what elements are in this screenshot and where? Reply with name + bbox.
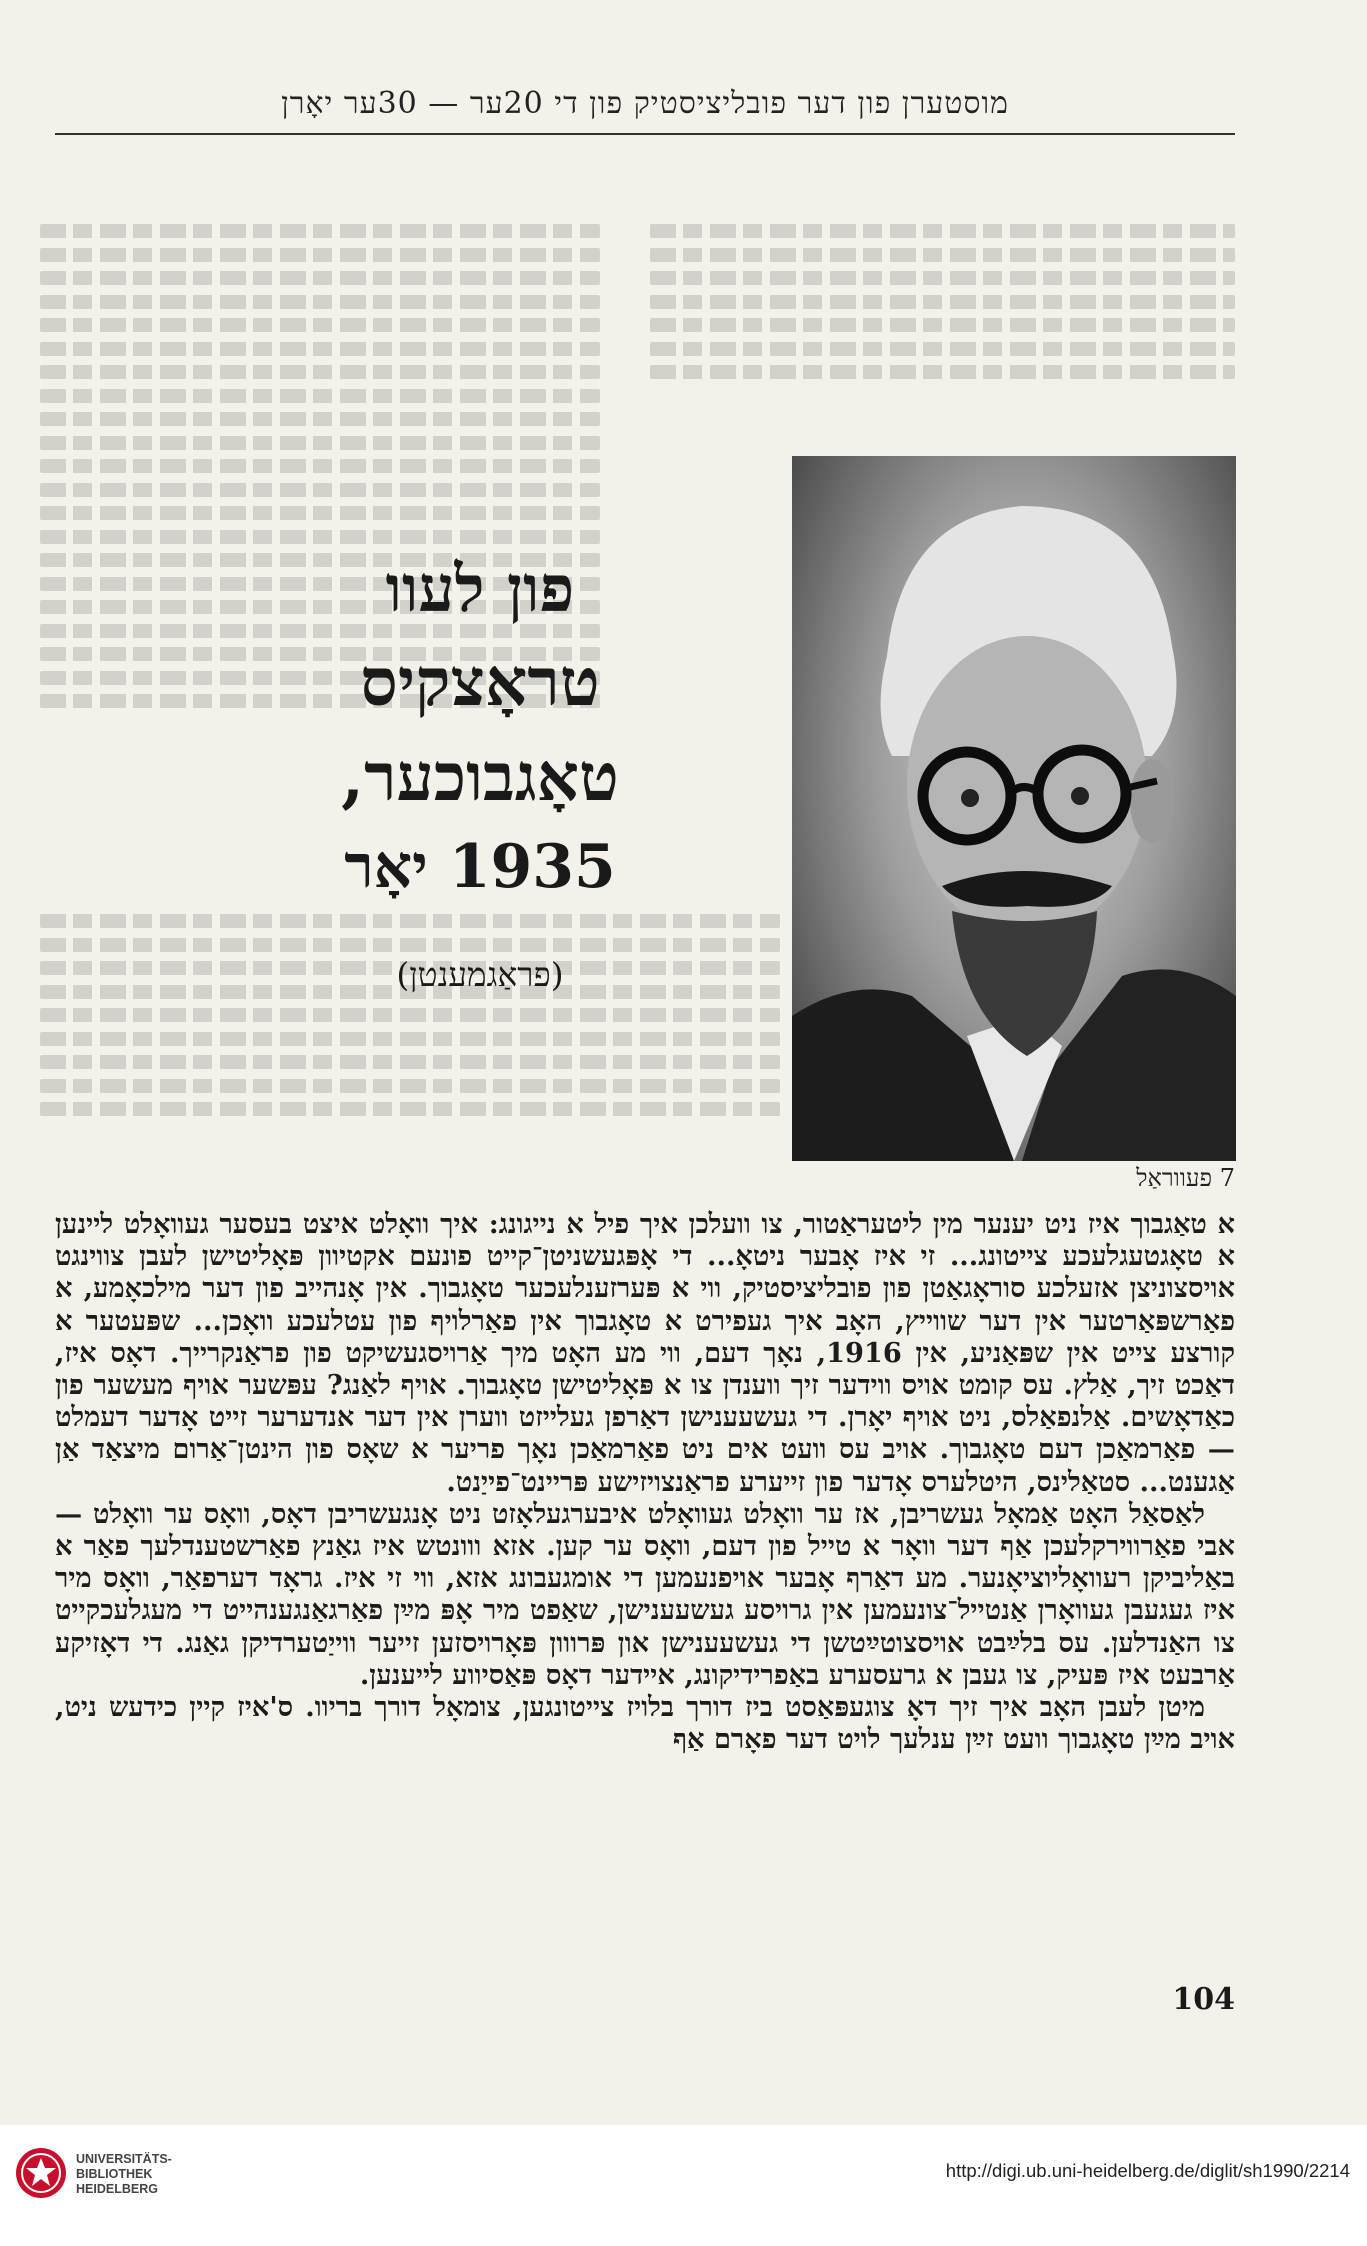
- title-line-3: 1935 יאָר: [344, 832, 616, 902]
- university-seal-icon: [14, 2146, 68, 2200]
- running-head: מוסטערן פון דער פובליציסטיק פון די 20ער — 30ער יאָרן: [281, 86, 1009, 121]
- source-url-link[interactable]: http://digi.ub.uni-heidelberg.de/diglit/sh1990/2214: [945, 2160, 1350, 2181]
- body-paragraph-3: מיטן לעבן האָב איך זיך דאָ צוגעפּאַסט ביז דורך בלויז צייטונגען, צומאָל דורך בריוו. ס'איז קיין כידעש ניט, אויב מײַן טאָגבוך וועט זײַן ענלעך לויט דער פאָרם אַף: [55, 1691, 1235, 1756]
- library-name: [76, 2152, 172, 2197]
- title-line-1: פון לעוו: [385, 552, 575, 627]
- portrait-photo: [792, 456, 1236, 1161]
- page-number: 104: [1172, 1982, 1235, 2017]
- bleed-through-right: [650, 215, 1235, 455]
- subtitle: (פראַגמענטן): [396, 955, 564, 994]
- body-paragraph-1: א טאַגבוך איז ניט יענער מין ליטעראַטור, צו וועלכן איך פיל א נייגונג: איך וואָלט איצט בעסער געוואָלט ליינען א טאָגטעגלעכע צייטונג... זי איז אָבער ניטאָ... די אָפּגעשניטן־קייט פונעם אקטיוון פּאָליטישן לעבן צווינגט אויסצוניצן אזעלכע סוראָגאַטן פון פובליציסטיק, ווי א פּערזענלעכער טאָגבוך. אין אָנהייב פון דער מילכאָמע, א פאַרשפּאַרטער אין דער שווייץ, האָב איך געפירט א טאָגבוך אין פאַרלויף פון עטלעכע וואָכן... שפּעטער א קורצע צייט אין שפּאַניע, אין 1916, נאָך דעם, ווי מע האָט מיך אַרויסגעשיקט פון פראַנקרייך. דאָס איז, דאַכט זיך, אַלץ. עס קומט אויס ווידער זיך ווענדן צו א פּאָליטישן טאָגבוך. אויף לאַנג? עפּשער אויף מעשער פון כאַדאָשים. אַלנפאַלס, ניט אויף יאָרן. די געשעענישן דאַרפן געלייזט ווערן אין דער אנדערער זייט אָדער דעמלט — פאַרמאַכן דעם טאָגבוך. אויב עס וועט אים ניט פאַרמאַכן נאָך פריער א שאָס פון הינטן־אַרום מיצאַד אַן אַגענט... סטאַלינס, היטלערס אָדער פון זייערע פראַנצויזישע פּריינט־פייַנט.: [55, 1208, 1235, 1498]
- article-title: [290, 545, 670, 995]
- body-paragraph-2: לאַסאַל האָט אַמאָל געשריבן, אז ער וואָלט געוואָלט איבערגעלאָזט ניט אָנגעשריבן דאָס, וואָס ער וואָלט — אבי פאַרווירקלעכן אַף דער וואָר א טייל פון דעם, וואָס ער קען. אזא ווונטש איז גאַנץ פאַרשטענדלעך פאַר א באַליביקן רעוואָליוציאָנער. מע דאַרף אָבער אויפנעמען די אומגעבונג אזא, ווי זי איז. גראָד דערפאַר, וואָס מיר איז געגעבן געוואָרן אַנטייל־צונעמען אין גרויסע געשעענישן, שאַפט מיר אָפּ מײַן פאַרגאַנגענהייט די מעגלעכקייט צו האַנדלען. עס בלײַבט אויסצוטײַטשן די געשעענישן און פּרווון פּאָרויסזען זייער ווייַטערדיקן גאַנג. די דאָזיקע אַרבעט איז פּעיק, צו געבן א גרעסערע באַפרידיקונג, איידער דאָס פּאַסיווע לייענען.: [55, 1497, 1235, 1691]
- diary-date-caption: 7 פעווראַל: [1136, 1164, 1235, 1192]
- library-name-line-2: BIBLIOTHEK: [76, 2167, 153, 2181]
- digitization-footer: [0, 2125, 1367, 2246]
- header-rule: [55, 133, 1235, 135]
- title-line-2: טראָצקיס טאָגבוכער,: [341, 643, 619, 816]
- library-name-line-1: UNIVERSITÄTS-: [76, 2152, 172, 2166]
- article-body: [55, 1208, 1235, 1755]
- library-name-line-3: HEIDELBERG: [76, 2182, 158, 2196]
